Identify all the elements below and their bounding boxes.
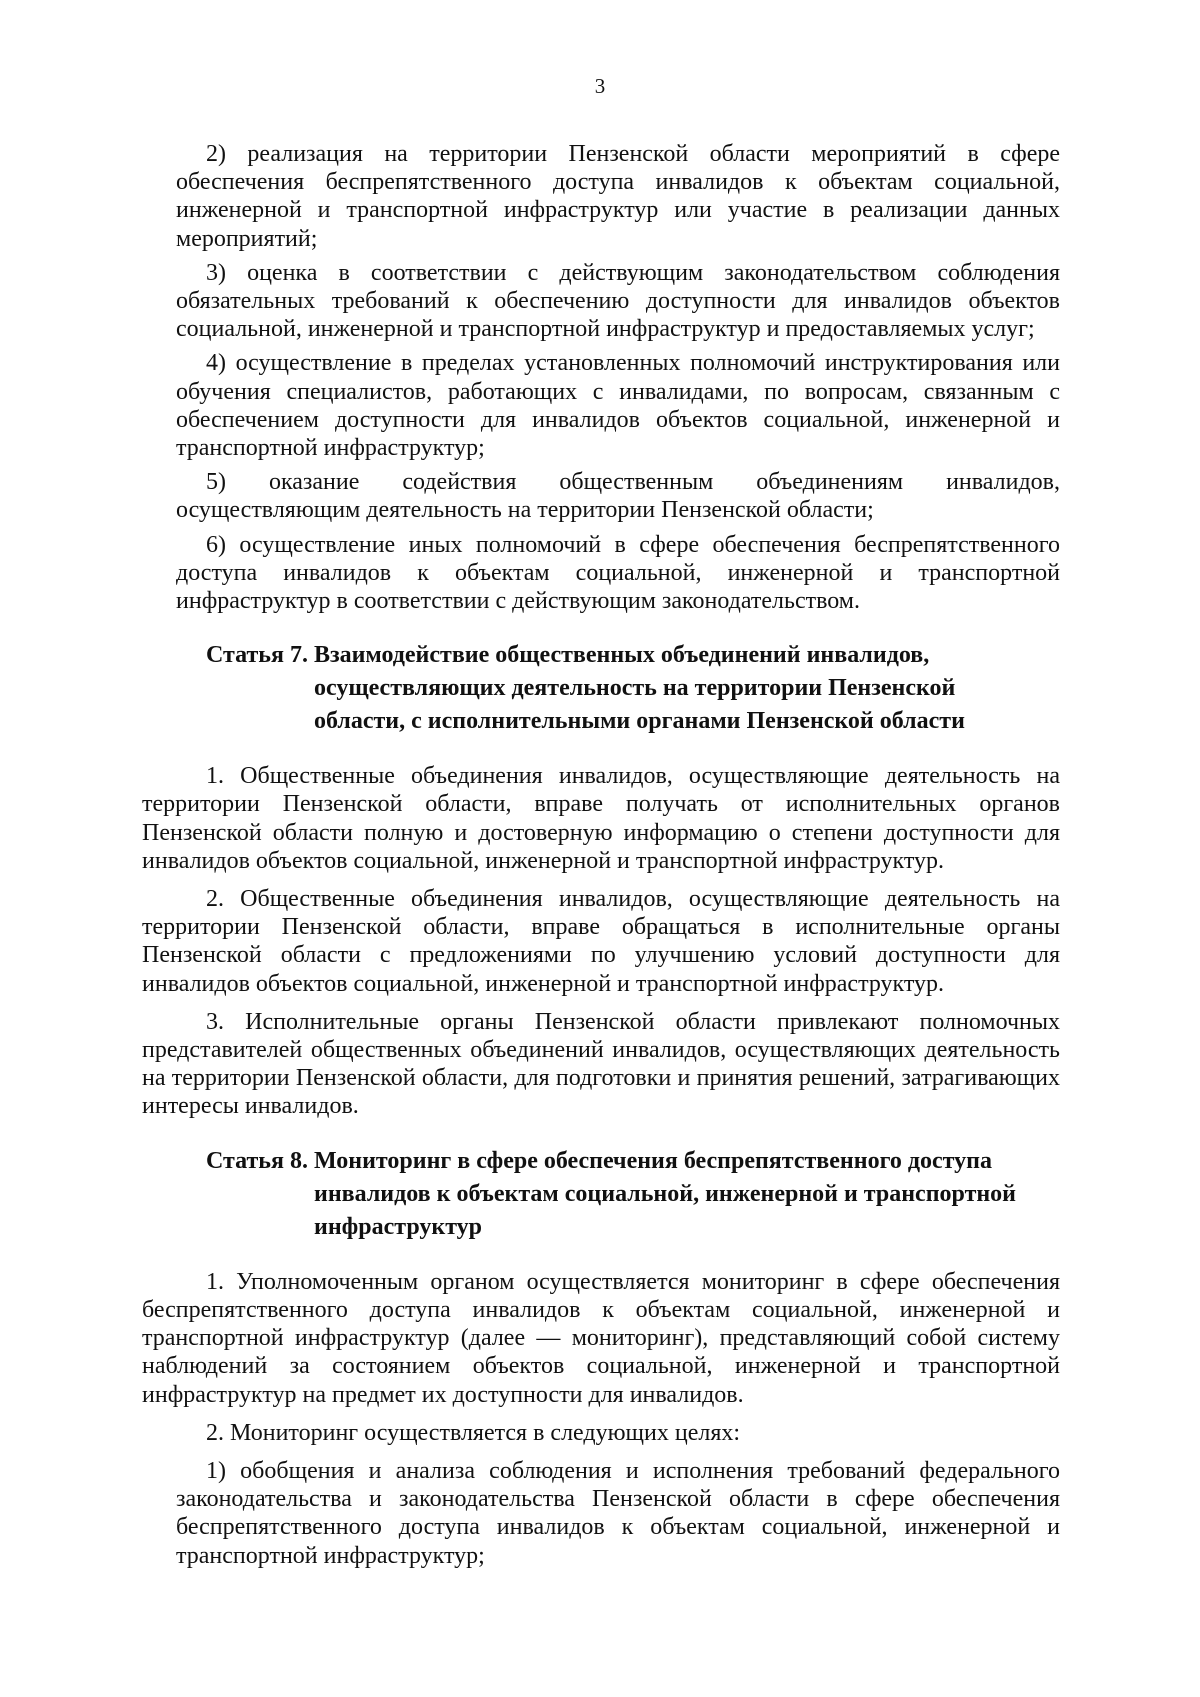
article-8-heading-line: инвалидов к объектам социальной, инженерной и транспортной (314, 1180, 1017, 1207)
article-7-paragraph: 2. Общественные объединения инвалидов, осуществляющие деятельность на территории Пензенской области, вправе обращаться в исполнительные органы Пензенской области с предложениями по улучшению условий доступности для инвалидов объектов социальной, инженерной и транспортной инфраструктур. (142, 886, 1060, 997)
document-body (142, 140, 1060, 1576)
article-8-heading-line: Статья 8. Мониторинг в сфере обеспечения беспрепятственного доступа (206, 1147, 992, 1174)
list-item: 3) оценка в соответствии с действующим законодательством соблюдения обязательных требований к обеспечению доступности для инвалидов объектов социальной, инженерной и транспортной инфраструктур и предоставляемых услуг; (176, 259, 1060, 343)
article-8-heading (206, 1145, 1060, 1244)
article-7-heading-line: осуществляющих деятельность на территории Пензенской (314, 675, 956, 702)
list-item: 2) реализация на территории Пензенской области мероприятий в сфере обеспечения беспрепятственного доступа инвалидов к объектам социальной, инженерной и транспортной инфраструктур или участие в реализации данных мероприятий; (176, 141, 1060, 252)
list-item: 6) осуществление иных полномочий в сфере обеспечения беспрепятственного доступа инвалидов к объектам социальной, инженерной и транспортной инфраструктур в соответствии с действующим законодательством. (176, 531, 1060, 615)
list-item: 4) осуществление в пределах установленных полномочий инструктирования или обучения специалистов, работающих с инвалидами, по вопросам, связанным с обеспечением доступности для инвалидов объектов социальной, инженерной и транспортной инфраструктур; (176, 350, 1060, 462)
article-7-paragraph: 3. Исполнительные органы Пензенской области привлекают полномочных представителей общественных объединений инвалидов, осуществляющих деятельность на территории Пензенской области, для подготовки и принятия решений, затрагивающих интересы инвалидов. (142, 1008, 1060, 1120)
page-number: 3 (594, 74, 606, 98)
article-8-paragraph: 2. Мониторинг осуществляется в следующих целях: (206, 1419, 741, 1446)
article-8-heading-line: инфраструктур (314, 1213, 483, 1240)
article-7-heading (206, 639, 1060, 738)
article-7-heading-line: Статья 7. Взаимодействие общественных объединений инвалидов, (206, 642, 930, 669)
article-8-paragraph: 1. Уполномоченным органом осуществляется мониторинг в сфере обеспечения беспрепятственного доступа инвалидов к объектам социальной, инженерной и транспортной инфраструктур (далее — мониторинг), представляющий собой систему наблюдений за состоянием объектов социальной, инженерной и транспортной инфраструктур на предмет их доступности для инвалидов. (142, 1268, 1060, 1408)
article-7-heading-line: области, с исполнительными органами Пензенской области (314, 708, 965, 735)
list-item: 1) обобщения и анализа соблюдения и исполнения требований федерального законодательства и законодательства Пензенской области в сфере обеспечения беспрепятственного доступа инвалидов к объектам социальной, инженерной и транспортной инфраструктур; (176, 1457, 1060, 1569)
article-7-paragraph: 1. Общественные объединения инвалидов, осуществляющие деятельность на территории Пензенской области, вправе получать от исполнительных органов Пензенской области полную и достоверную информацию о степени доступности для инвалидов объектов социальной, инженерной и транспортной инфраструктур. (142, 763, 1060, 874)
list-item: 5) оказание содействия общественным объединениям инвалидов, осуществляющим деятельность на территории Пензенской области; (176, 469, 1060, 524)
